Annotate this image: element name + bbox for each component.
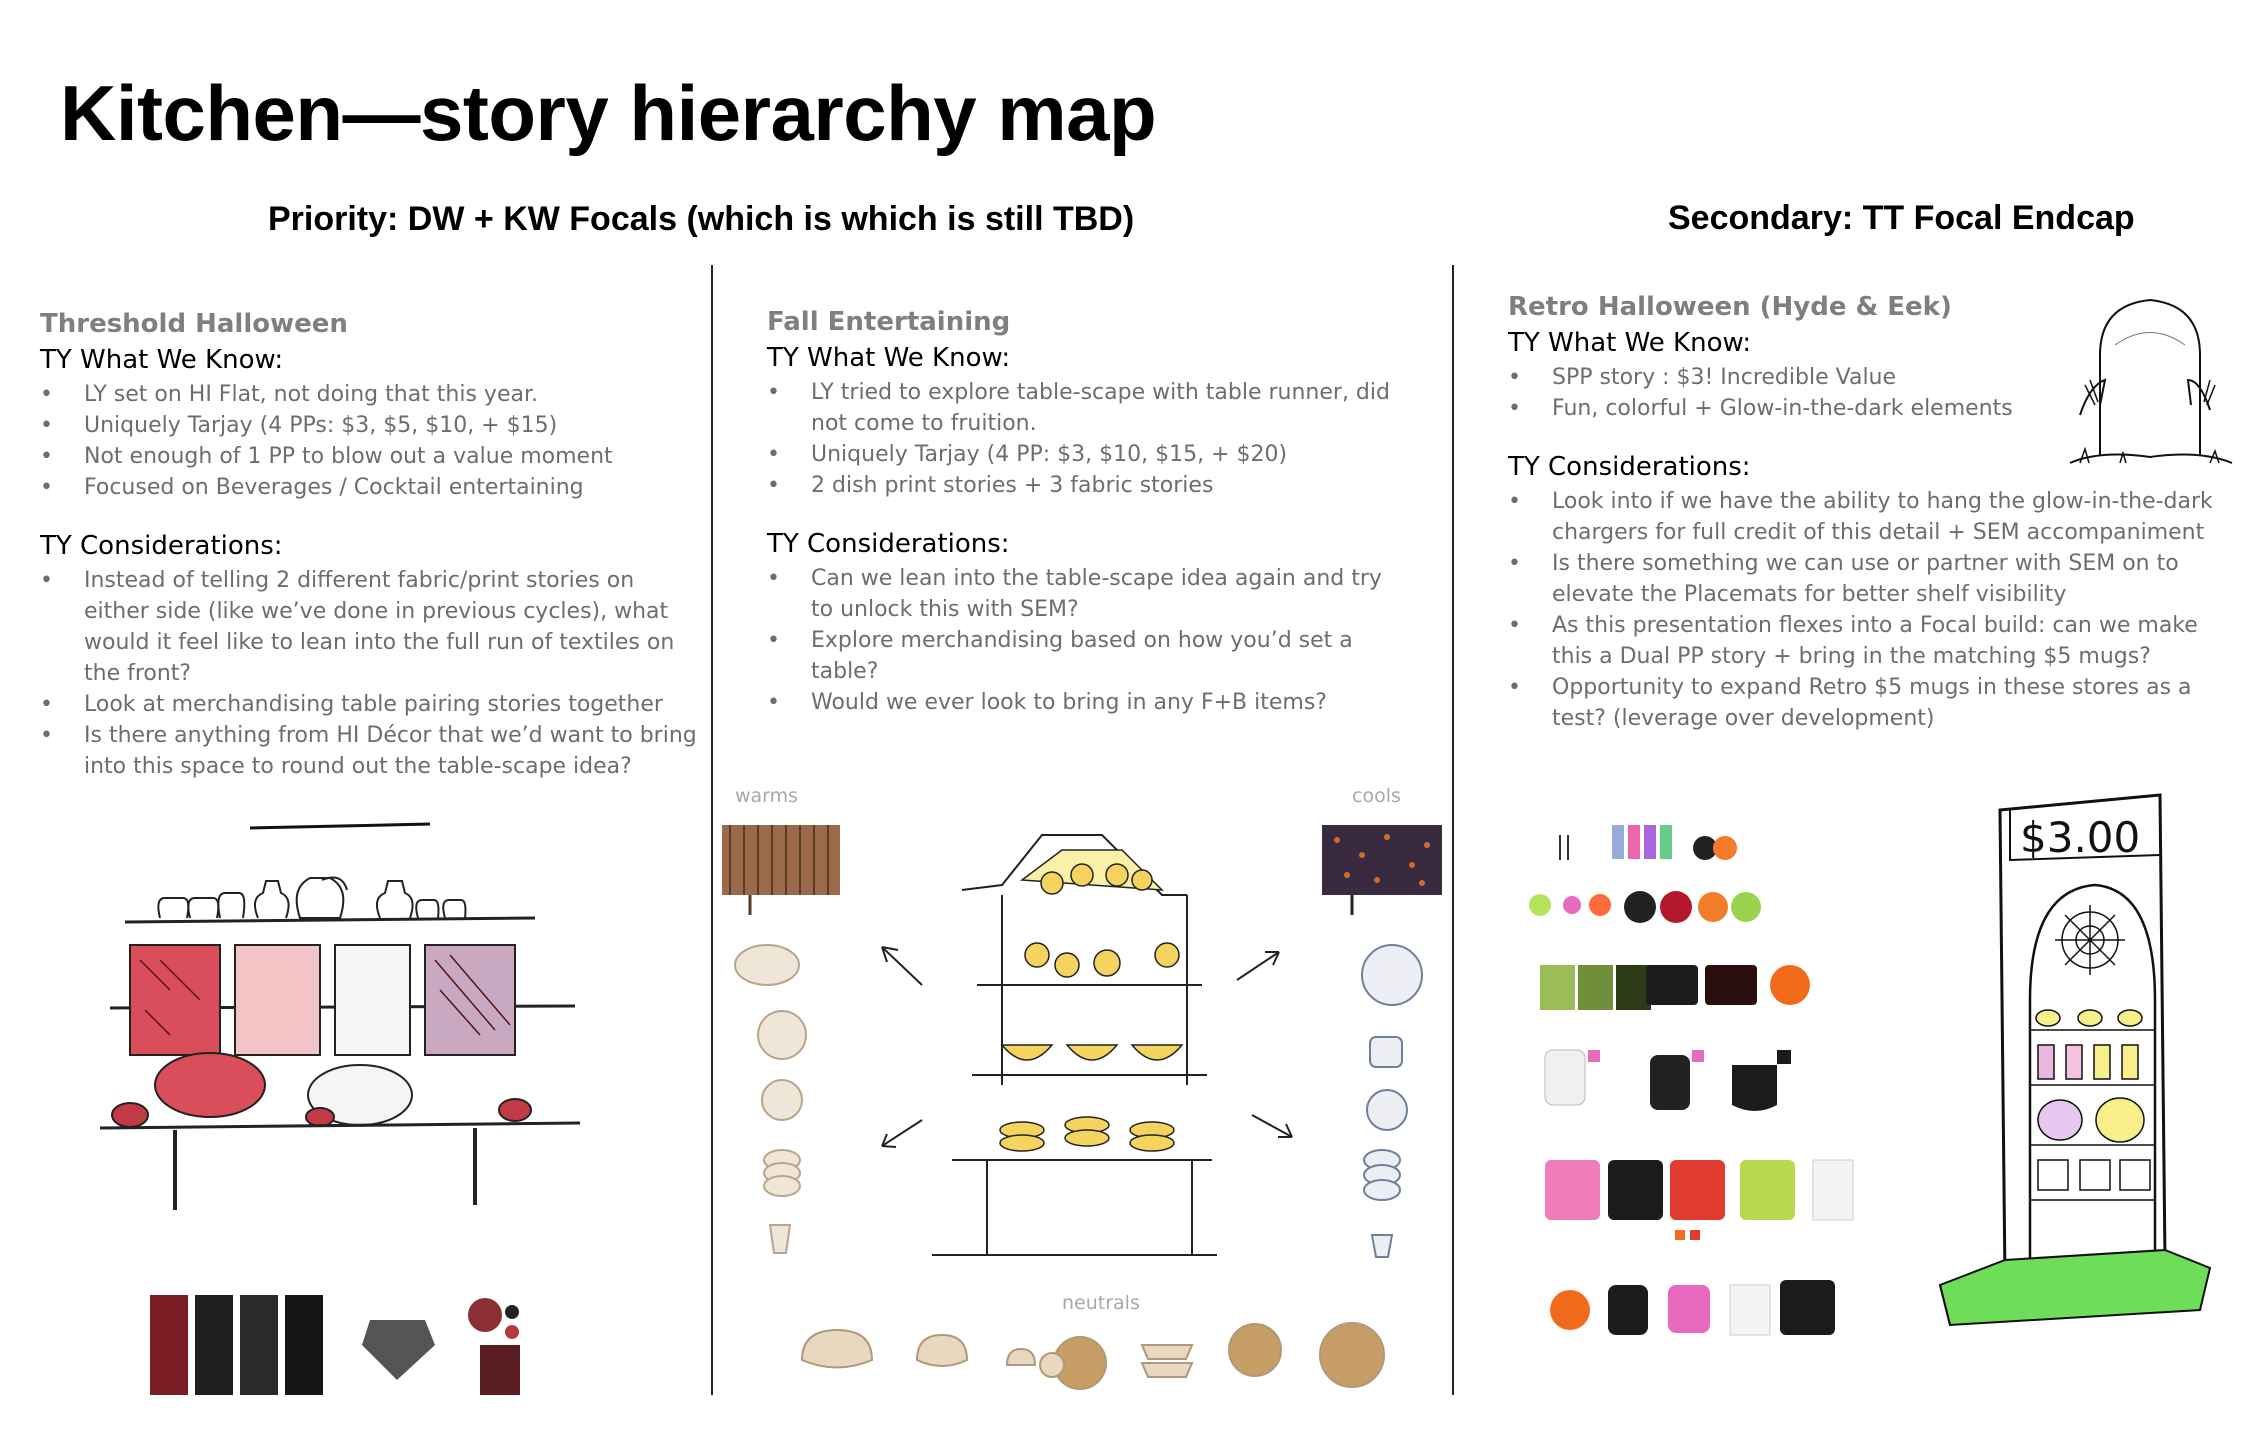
know-heading: TY What We Know: <box>40 345 284 375</box>
list-item: • Would we ever look to bring in any F+B items? <box>767 687 1407 718</box>
list-item: • 2 dish print stories + 3 fabric stories <box>767 470 1407 501</box>
know-list <box>767 377 1407 501</box>
column-divider <box>1452 265 1454 1395</box>
list-item: • Opportunity to expand Retro $5 mugs in these stores as a test? (leverage over development) <box>1508 672 2238 734</box>
column-divider <box>711 265 713 1395</box>
list-item: • SPP story : $3! Incredible Value <box>1508 362 2238 393</box>
retro-endcap-sketch <box>1920 790 2220 1335</box>
considerations-list <box>1508 486 2238 734</box>
list-item: • Uniquely Tarjay (4 PP: $3, $10, $15, + $20) <box>767 439 1407 470</box>
list-item: • Fun, colorful + Glow-in-the-dark elements <box>1508 393 2238 424</box>
story-title: Threshold Halloween <box>40 309 348 339</box>
list-item: • Is there anything from HI Décor that we’d want to bring into this space to round out the table-scape idea? <box>40 720 700 782</box>
list-item: • Look at merchandising table pairing stories together <box>40 689 700 720</box>
list-item: • Look into if we have the ability to hang the glow-in-the-dark chargers for full credit of this detail + SEM accompaniment <box>1508 486 2238 548</box>
secondary-header: Secondary: TT Focal Endcap <box>1668 199 2135 237</box>
cools-label: cools <box>1352 785 1401 807</box>
list-item: • Not enough of 1 PP to blow out a value moment <box>40 441 700 472</box>
list-item: • LY set on HI Flat, not doing that this year. <box>40 379 700 410</box>
list-item: • Instead of telling 2 different fabric/print stories on either side (like we’ve done in previous cycles), what would it feel like to lean into the full run of textiles on the front? <box>40 565 700 689</box>
page-title: Kitchen—story hierarchy map <box>60 69 1157 157</box>
know-list <box>40 379 700 503</box>
price-sign-text: $3.00 <box>2020 813 2141 862</box>
story-column-fall-entertaining <box>767 307 1407 718</box>
considerations-list <box>767 563 1407 718</box>
list-item: • As this presentation flexes into a Focal build: can we make this a Dual PP story + bring in the matching $5 mugs? <box>1508 610 2238 672</box>
story-title: Retro Halloween (Hyde & Eek) <box>1508 292 1952 322</box>
story-column-threshold-halloween <box>40 309 700 782</box>
considerations-list <box>40 565 700 782</box>
considerations-heading: TY Considerations: <box>40 531 283 561</box>
neutrals-label: neutrals <box>1062 1292 1140 1314</box>
list-item: • LY tried to explore table-scape with table runner, did not come to fruition. <box>767 377 1407 439</box>
tombstone-sketch <box>2060 285 2240 485</box>
know-heading: TY What We Know: <box>1508 328 1752 358</box>
list-item: • Uniquely Tarjay (4 PPs: $3, $5, $10, + $15) <box>40 410 700 441</box>
considerations-heading: TY Considerations: <box>1508 452 1751 482</box>
list-item: • Focused on Beverages / Cocktail entertaining <box>40 472 700 503</box>
know-heading: TY What We Know: <box>767 343 1011 373</box>
story-title: Fall Entertaining <box>767 307 1011 337</box>
list-item: • Can we lean into the table-scape idea again and try to unlock this with SEM? <box>767 563 1407 625</box>
threshold-shelf-sketch <box>90 810 630 1250</box>
list-item: • Is there something we can use or partner with SEM on to elevate the Placemats for better shelf visibility <box>1508 548 2238 610</box>
retro-halloween-product-grid <box>1500 815 1870 1355</box>
threshold-product-thumbnails <box>150 1290 540 1405</box>
list-item: • Explore merchandising based on how you’d set a table? <box>767 625 1407 687</box>
fall-entertaining-visuals <box>722 815 1447 1415</box>
considerations-heading: TY Considerations: <box>767 529 1010 559</box>
priority-header: Priority: DW + KW Focals (which is which is still TBD) <box>268 200 1135 238</box>
warms-label: warms <box>735 785 799 807</box>
